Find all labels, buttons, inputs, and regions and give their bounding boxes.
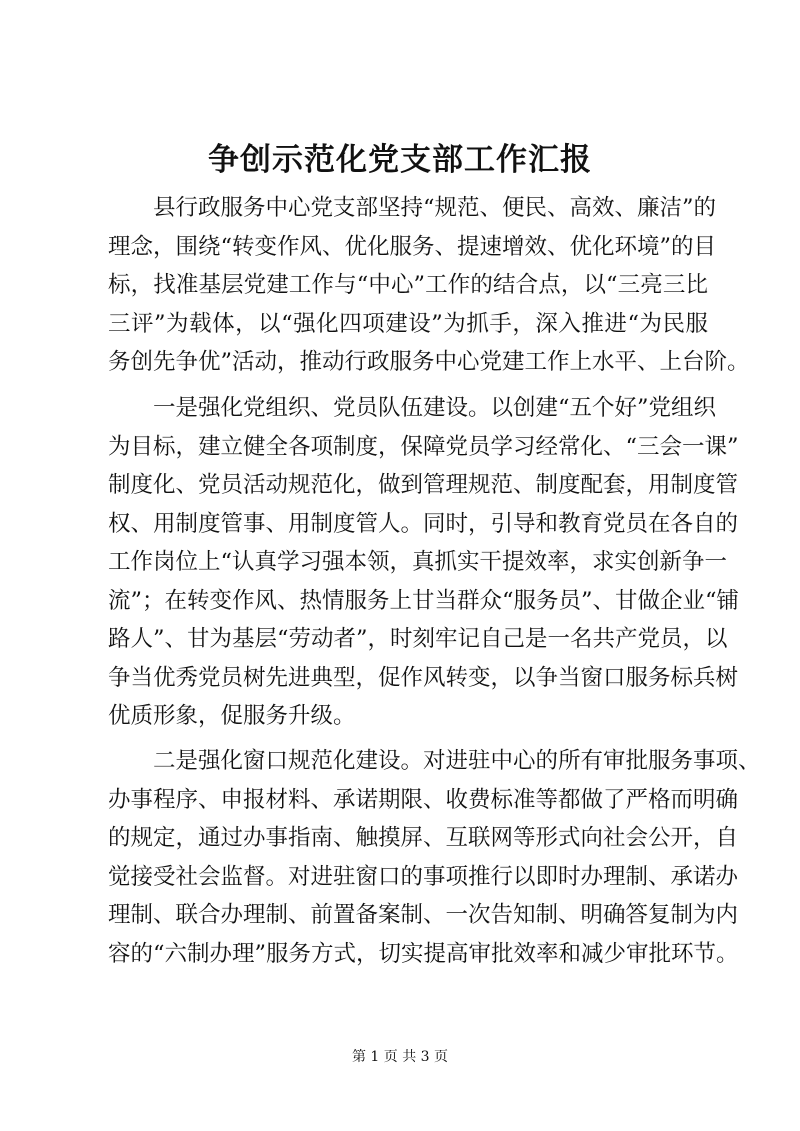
paragraph-line: 路人”、甘为基层“劳动者”，时刻牢记自己是一名共产党员，以 (108, 626, 728, 652)
paragraph-line: 制度化、党员活动规范化，做到管理规范、制度配套，用制度管 (108, 472, 739, 498)
paragraph-line: 优质形象，促服务升级。 (108, 703, 356, 729)
document-title: 争创示范化党支部工作汇报 (208, 142, 592, 178)
page-footer: 第 1 页 共 3 页 (351, 1049, 449, 1065)
paragraph-line: 争当优秀党员树先进典型，促作风转变，以争当窗口服务标兵树 (108, 664, 739, 691)
paragraph-line: 觉接受社会监督。对进驻窗口的事项推行以即时办理制、承诺办 (108, 863, 739, 890)
paragraph-line: 权、用制度管事、用制度管人。同时，引导和教育党员在各自的 (108, 510, 739, 537)
paragraph-line: 流”；在转变作风、热情服务上甘当群众“服务员”、甘做企业“铺 (108, 587, 740, 614)
paragraph-line: 二是强化窗口规范化建设。对进驻中心的所有审批服务事项、 (153, 748, 761, 774)
paragraph-line: 一是强化党组织、党员队伍建设。以创建“五个好”党组织 (153, 395, 717, 421)
paragraph-line: 办事程序、申报材料、承诺期限、收费标准等都做了严格而明确 (108, 786, 739, 813)
paragraph-3 (108, 742, 761, 973)
paragraph-line: 理制、联合办理制、前置备案制、一次告知制、明确答复制为内 (108, 902, 739, 928)
paragraph-line: 容的“六制办理”服务方式，切实提高审批效率和减少审批环节。 (108, 940, 739, 967)
paragraph-1 (108, 189, 750, 382)
paragraph-line: 县行政服务中心党支部坚持“规范、便民、高效、廉洁”的 (153, 195, 717, 221)
paragraph-line: 工作岗位上“认真学习强本领，真抓实干提效率，求实创新争一 (108, 549, 728, 575)
paragraph-line: 的规定，通过办事指南、触摸屏、互联网等形式向社会公开，自 (108, 825, 739, 851)
paragraph-line: 标，找准基层党建工作与“中心”工作的结合点，以“三亮三比 (108, 272, 708, 298)
paragraph-line: 务创先争优”活动，推动行政服务中心党建工作上水平、上台阶。 (108, 349, 750, 375)
paragraph-2 (108, 389, 740, 736)
paragraph-line: 为目标，建立健全各项制度，保障党员学习经常化、“三会一课” (108, 433, 739, 460)
paragraph-line: 理念，围绕“转变作风、优化服务、提速增效、优化环境”的目 (108, 233, 717, 260)
paragraph-line: 三评”为载体，以“强化四项建设”为抓手，深入推进“为民服 (108, 310, 708, 337)
